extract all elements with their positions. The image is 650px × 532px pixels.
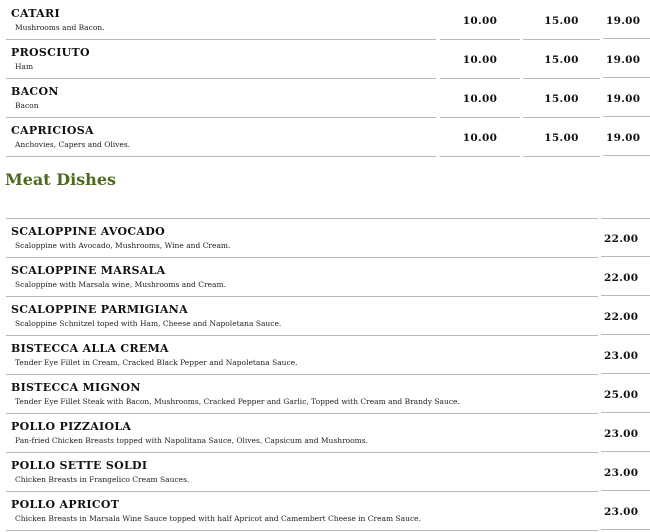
meat-row — [0, 297, 650, 336]
item-description: Tender Eye Fillet in Cream, Cracked Black Pepper and Napoletana Sauce. — [15, 358, 298, 367]
meat-row — [0, 258, 650, 297]
meat-desc-cell — [6, 219, 598, 258]
item-description: Ham — [15, 62, 34, 71]
item-name: POLLO APRICOT — [11, 498, 120, 511]
price-large: 19.00 — [603, 40, 650, 78]
pizza-row — [0, 40, 650, 79]
price-large: 19.00 — [603, 79, 650, 117]
pizza-desc-cell — [6, 79, 436, 118]
item-name: BISTECCA MIGNON — [11, 381, 141, 394]
price-medium: 15.00 — [523, 118, 600, 157]
price-small: 10.00 — [440, 118, 520, 157]
meat-row — [0, 453, 650, 492]
item-description: Tender Eye Fillet Steak with Bacon, Mushrooms, Cracked Pepper and Garlic, Topped with Cream and Brandy Sauce. — [15, 397, 460, 406]
price-large: 19.00 — [603, 118, 650, 156]
meat-desc-cell — [6, 414, 598, 453]
item-name: POLLO PIZZAIOLA — [11, 420, 132, 433]
price: 23.00 — [601, 414, 650, 452]
item-name: SCALOPPINE AVOCADO — [11, 225, 165, 238]
pizza-row — [0, 118, 650, 157]
meat-row — [0, 375, 650, 414]
item-name: CAPRICIOSA — [11, 124, 94, 137]
item-description: Pan-fried Chicken Breasts topped with Napolitana Sauce, Olives, Capsicum and Mushrooms. — [15, 436, 369, 445]
item-description: Mushrooms and Bacon. — [15, 23, 105, 32]
item-description: Scaloppine with Marsala wine, Mushrooms and Cream. — [15, 280, 226, 289]
price-medium: 15.00 — [523, 1, 600, 40]
meat-row — [0, 219, 650, 258]
price: 23.00 — [601, 336, 650, 374]
meat-row — [0, 492, 650, 531]
pizza-row — [0, 79, 650, 118]
item-description: Bacon — [15, 101, 39, 110]
price-small: 10.00 — [440, 79, 520, 118]
pizza-row — [0, 1, 650, 40]
price-medium: 15.00 — [523, 40, 600, 79]
price: 22.00 — [601, 258, 650, 296]
price: 22.00 — [601, 297, 650, 335]
meat-desc-cell — [6, 297, 598, 336]
pizza-desc-cell — [6, 40, 436, 79]
meat-desc-cell — [6, 336, 598, 375]
item-name: CATARI — [11, 7, 60, 20]
item-name: SCALOPPINE MARSALA — [11, 264, 166, 277]
price: 22.00 — [601, 219, 650, 257]
item-description: Scaloppine with Avocado, Mushrooms, Wine and Cream. — [15, 241, 231, 250]
item-name: POLLO SETTE SOLDI — [11, 459, 148, 472]
item-description: Chicken Breasts in Marsala Wine Sauce topped with half Apricot and Camembert Cheese in Cream Sauce. — [15, 514, 421, 523]
item-description: Anchovies, Capers and Olives. — [15, 140, 131, 149]
price: 25.00 — [601, 375, 650, 413]
price-small: 10.00 — [440, 40, 520, 79]
item-name: PROSCIUTO — [11, 46, 90, 59]
meat-desc-cell — [6, 375, 598, 414]
meat-row — [0, 336, 650, 375]
meat-row — [0, 414, 650, 453]
meat-desc-cell — [6, 258, 598, 297]
item-description: Scaloppine Schnitzel toped with Ham, Cheese and Napoletana Sauce. — [15, 319, 282, 328]
pizza-desc-cell — [6, 118, 436, 157]
item-description: Chicken Breasts in Frangelico Cream Sauces. — [15, 475, 190, 484]
item-name: SCALOPPINE PARMIGIANA — [11, 303, 188, 316]
price-medium: 15.00 — [523, 79, 600, 118]
meat-desc-cell — [6, 453, 598, 492]
price: 23.00 — [601, 492, 650, 530]
meat-desc-cell — [6, 492, 598, 531]
price-small: 10.00 — [440, 1, 520, 40]
item-name: BISTECCA ALLA CREMA — [11, 342, 169, 355]
price-large: 19.00 — [603, 1, 650, 39]
price: 23.00 — [601, 453, 650, 491]
pizza-desc-cell — [6, 1, 436, 40]
section-title: Meat Dishes — [5, 170, 116, 189]
item-name: BACON — [11, 85, 59, 98]
